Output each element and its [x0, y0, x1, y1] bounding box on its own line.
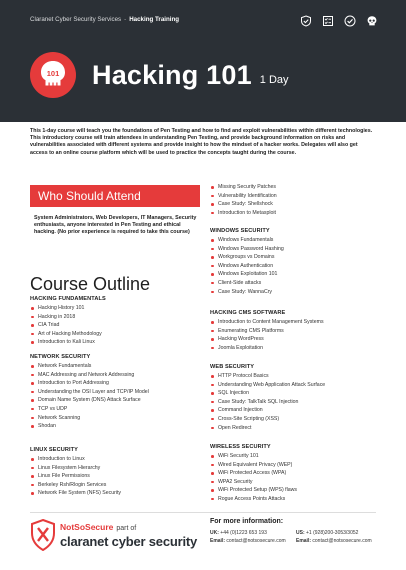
us-label: US: — [296, 530, 305, 536]
who-should-attend-text: System Administrators, Web Developers, IT Managers, Security enthusiasts, anyone interested in Pen Testing and ethical hacking. (No prior experience is required to take this course) — [34, 215, 197, 236]
list-item: WPA2 Security — [210, 478, 382, 487]
logo-part-of: part of — [116, 525, 137, 532]
list-item: Case Study: TalkTalk SQL Injection — [210, 398, 382, 407]
section-network-security — [30, 354, 202, 431]
contact-uk-phone — [210, 530, 267, 536]
skull-icon — [366, 14, 378, 26]
list-item: SQL Injection — [210, 389, 382, 398]
list-item: Introduction to Linux — [30, 455, 202, 464]
section-linux-security — [30, 447, 202, 498]
shield-check-icon — [300, 14, 312, 26]
section-wireless-security — [210, 444, 382, 504]
list-item: Joomla Exploitation — [210, 344, 382, 353]
list-item: Berkeley Rsh/Rlogin Services — [30, 481, 202, 490]
email-label-uk: Email: — [210, 538, 226, 544]
list-item: Introduction to Port Addressing — [30, 379, 202, 388]
list-item: Network Scanning — [30, 414, 202, 423]
list-item: Enumerating CMS Platforms — [210, 327, 382, 336]
list-item: Command Injection — [210, 406, 382, 415]
header-icons — [300, 14, 378, 26]
list-item: Hacking in 2018 — [30, 313, 202, 322]
list-item: Cross-Site Scripting (XSS) — [210, 415, 382, 424]
contact-uk-email — [210, 538, 286, 544]
breadcrumb-parent[interactable]: Claranet Cyber Security Services — [30, 16, 122, 23]
list-item: Missing Security Patches — [210, 183, 382, 192]
list-item: WiFi Protected Setup (WPS) flaws — [210, 486, 382, 495]
list-item: Network Fundamentals — [30, 362, 202, 371]
contact-us-phone — [296, 530, 358, 536]
list-item: Linux File Permissions — [30, 472, 202, 481]
list-item: Vulnerability Identification — [210, 192, 382, 201]
section-heading: WIRELESS SECURITY — [210, 444, 271, 450]
uk-label: UK: — [210, 530, 219, 536]
list-item: MAC Addressing and Network Addressing — [30, 371, 202, 380]
section-heading: HACKING FUNDAMENTALS — [30, 296, 106, 302]
list-item: Domain Name System (DNS) Attack Surface — [30, 396, 202, 405]
list-item: Windows Fundamentals — [210, 236, 382, 245]
list-item: Windows Password Hashing — [210, 245, 382, 254]
skull-badge-label: 101 — [46, 69, 60, 78]
logo-name: NotSoSecure — [60, 522, 114, 532]
section-heading: LINUX SECURITY — [30, 447, 79, 453]
contact-us-email — [296, 538, 372, 544]
list-item: Introduction to Content Management Systems — [210, 318, 382, 327]
list-item: Hacking WordPress — [210, 335, 382, 344]
email-label-us: Email: — [296, 538, 312, 544]
list-item: HTTP Protocol Basics — [210, 372, 382, 381]
list-item: WiFi Security 101 — [210, 452, 382, 461]
list-item: Case Study: WannaCry — [210, 288, 382, 297]
list-item: Client-Side attacks — [210, 279, 382, 288]
list-item: Understanding the OSI Layer and TCP/IP Model — [30, 388, 202, 397]
list-item: Workgroups vs Domains — [210, 253, 382, 262]
list-item: Art of Hacking Methodology — [30, 330, 202, 339]
section-heading: WINDOWS SECURITY — [210, 228, 270, 234]
us-phone[interactable]: +1 (928)200-3053/3052 — [306, 530, 359, 536]
section-hacking-cms — [210, 310, 382, 352]
section-heading: HACKING CMS SOFTWARE — [210, 310, 286, 316]
section-heading: WEB SECURITY — [210, 364, 255, 370]
list-item: Case Study: Shellshock — [210, 200, 382, 209]
list-item: TCP vs UDP — [30, 405, 202, 414]
list-item: WiFi Protected Access (WPA) — [210, 469, 382, 478]
section-windows-security — [210, 228, 382, 296]
list-item: Network File System (NFS) Security — [30, 489, 202, 498]
breadcrumb-separator: - — [124, 16, 127, 23]
list-item: Understanding Web Application Attack Surface — [210, 381, 382, 390]
section-web-security — [210, 364, 382, 432]
who-should-attend-banner — [30, 185, 200, 207]
claranet-logo: claranet cyber security — [60, 534, 198, 549]
section-hacking-fundamentals — [30, 296, 202, 347]
page-title: Hacking 101 — [92, 59, 252, 90]
list-item: Introduction to Kali Linux — [30, 338, 202, 347]
header-band — [0, 0, 406, 122]
course-outline-title: Course Outline — [30, 274, 151, 294]
section-linux-security-continued — [210, 183, 382, 217]
intro-paragraph: This 1-day course will teach you the foundations of Pen Testing and how to find and exploit vulnerabilities within different technologies. This introductory course will train attendees in understanding Pen Testing, and provide background information on risks and vulnerabilities associated with different systems and provide insight to how the mindset of a hacker works. Delegates will also get access to an online course platform which will be used to practice the concepts taught during the course. — [30, 128, 373, 156]
list-item: Windows Authentication — [210, 262, 382, 271]
footer-divider — [30, 512, 376, 513]
list-item: Shodan — [30, 422, 202, 431]
course-duration: 1 Day — [259, 74, 289, 86]
breadcrumb-current: Hacking Training — [129, 16, 180, 23]
us-email[interactable]: contact@notsosecure.com — [312, 538, 372, 544]
who-should-attend-title: Who Should Attend — [38, 189, 141, 203]
check-circle-icon — [344, 14, 356, 26]
list-item: Rogue Access Points Attacks — [210, 495, 382, 504]
skull-badge-icon — [30, 52, 76, 98]
notsosecure-logo — [60, 522, 136, 532]
notsosecure-shield-icon — [30, 519, 56, 551]
list-item: Wired Equivalent Privacy (WEP) — [210, 461, 382, 470]
uk-email[interactable]: contact@notsosecure.com — [226, 538, 286, 544]
checklist-icon — [322, 14, 334, 26]
breadcrumb — [30, 16, 179, 23]
title-row — [30, 52, 289, 98]
uk-phone[interactable]: +44 (0)1223 653 193 — [220, 530, 267, 536]
section-heading: NETWORK SECURITY — [30, 354, 91, 360]
list-item: Hacking History 101 — [30, 304, 202, 313]
list-item: Introduction to Metasploit — [210, 209, 382, 218]
list-item: Open Redirect — [210, 424, 382, 433]
list-item: CIA Triad — [30, 321, 202, 330]
list-item: Windows Exploitation 101 — [210, 270, 382, 279]
contact-title: For more information: — [210, 518, 284, 525]
list-item: Linux Filesystem Hierarchy — [30, 464, 202, 473]
